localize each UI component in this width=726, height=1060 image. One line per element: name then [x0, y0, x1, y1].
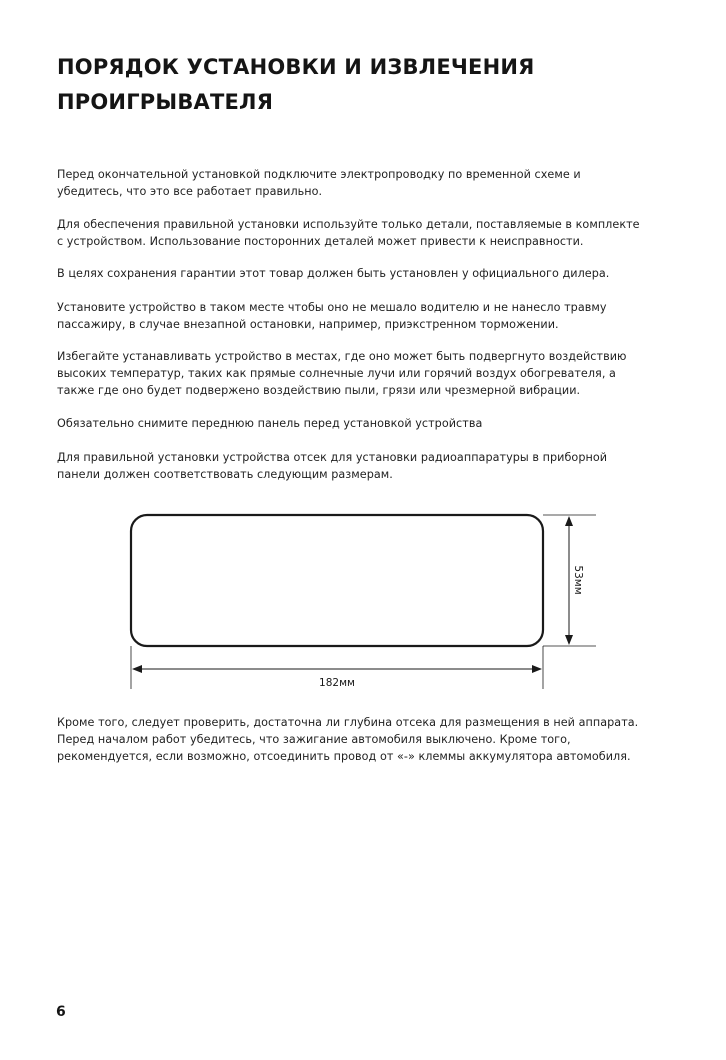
paragraph-line: Перед началом работ убедитесь, что зажигание автомобиля выключено. Кроме того, [57, 733, 571, 746]
paragraph-line: Перед окончательной установкой подключите электропроводку по временной схеме и [57, 168, 581, 181]
height-label: 53мм [572, 565, 584, 595]
paragraph-avoid-conditions [57, 348, 687, 399]
mounting-slot-outline [131, 515, 543, 646]
paragraph-remove-panel [57, 415, 687, 432]
paragraph-line: В целях сохранения гарантии этот товар должен быть установлен у официального дилера. [57, 267, 610, 280]
paragraph-line: пассажиру, в случае внезапной остановки, например, приэкстренном торможении. [57, 318, 559, 331]
title-line: ПРОИГРЫВАТЕЛЯ [57, 90, 274, 114]
paragraph-line: панели должен соответствовать следующим размерам. [57, 468, 393, 481]
title-line: ПОРЯДОК УСТАНОВКИ И ИЗВЛЕЧЕНИЯ [57, 55, 535, 79]
paragraph-line: также где оно будет подвержено воздействию пыли, грязи или чрезмерной вибрации. [57, 384, 581, 397]
paragraph-line: Для правильной установки устройства отсек для установки радиоаппаратуры в приборной [57, 451, 608, 464]
paragraph-line: Для обеспечения правильной установки используйте только детали, поставляемые в комплекте [57, 218, 640, 231]
paragraph-line: Обязательно снимите переднюю панель перед установкой устройства [57, 417, 483, 430]
mounting-dimensions-diagram [0, 500, 726, 700]
paragraph-line: рекомендуется, если возможно, отсоединить провод от «-» клеммы аккумулятора автомобиля. [57, 750, 631, 763]
paragraph-placement [57, 299, 687, 333]
page-number: 6 [56, 1004, 66, 1020]
paragraph-line: Установите устройство в таком месте чтобы оно не мешало водителю и не нанесло травму [57, 301, 607, 314]
width-label: 182мм [319, 677, 355, 689]
paragraph-depth-and-battery [57, 714, 687, 765]
paragraph-line: убедитесь, что это все работает правильно. [57, 185, 323, 198]
paragraph-wiring-check [57, 166, 687, 200]
paragraph-dimensions-intro [57, 449, 687, 483]
paragraph-line: Кроме того, следует проверить, достаточна ли глубина отсека для размещения в ней аппарата. [57, 716, 639, 729]
page-title [57, 50, 677, 120]
paragraph-line: Избегайте устанавливать устройство в местах, где оно может быть подвергнуто воздействию [57, 350, 627, 363]
paragraph-line: высоких температур, таких как прямые солнечные лучи или горячий воздух обогревателя, а [57, 367, 616, 380]
paragraph-original-parts [57, 216, 687, 250]
paragraph-warranty [57, 265, 687, 282]
paragraph-line: с устройством. Использование посторонних деталей может привести к неисправности. [57, 235, 584, 248]
